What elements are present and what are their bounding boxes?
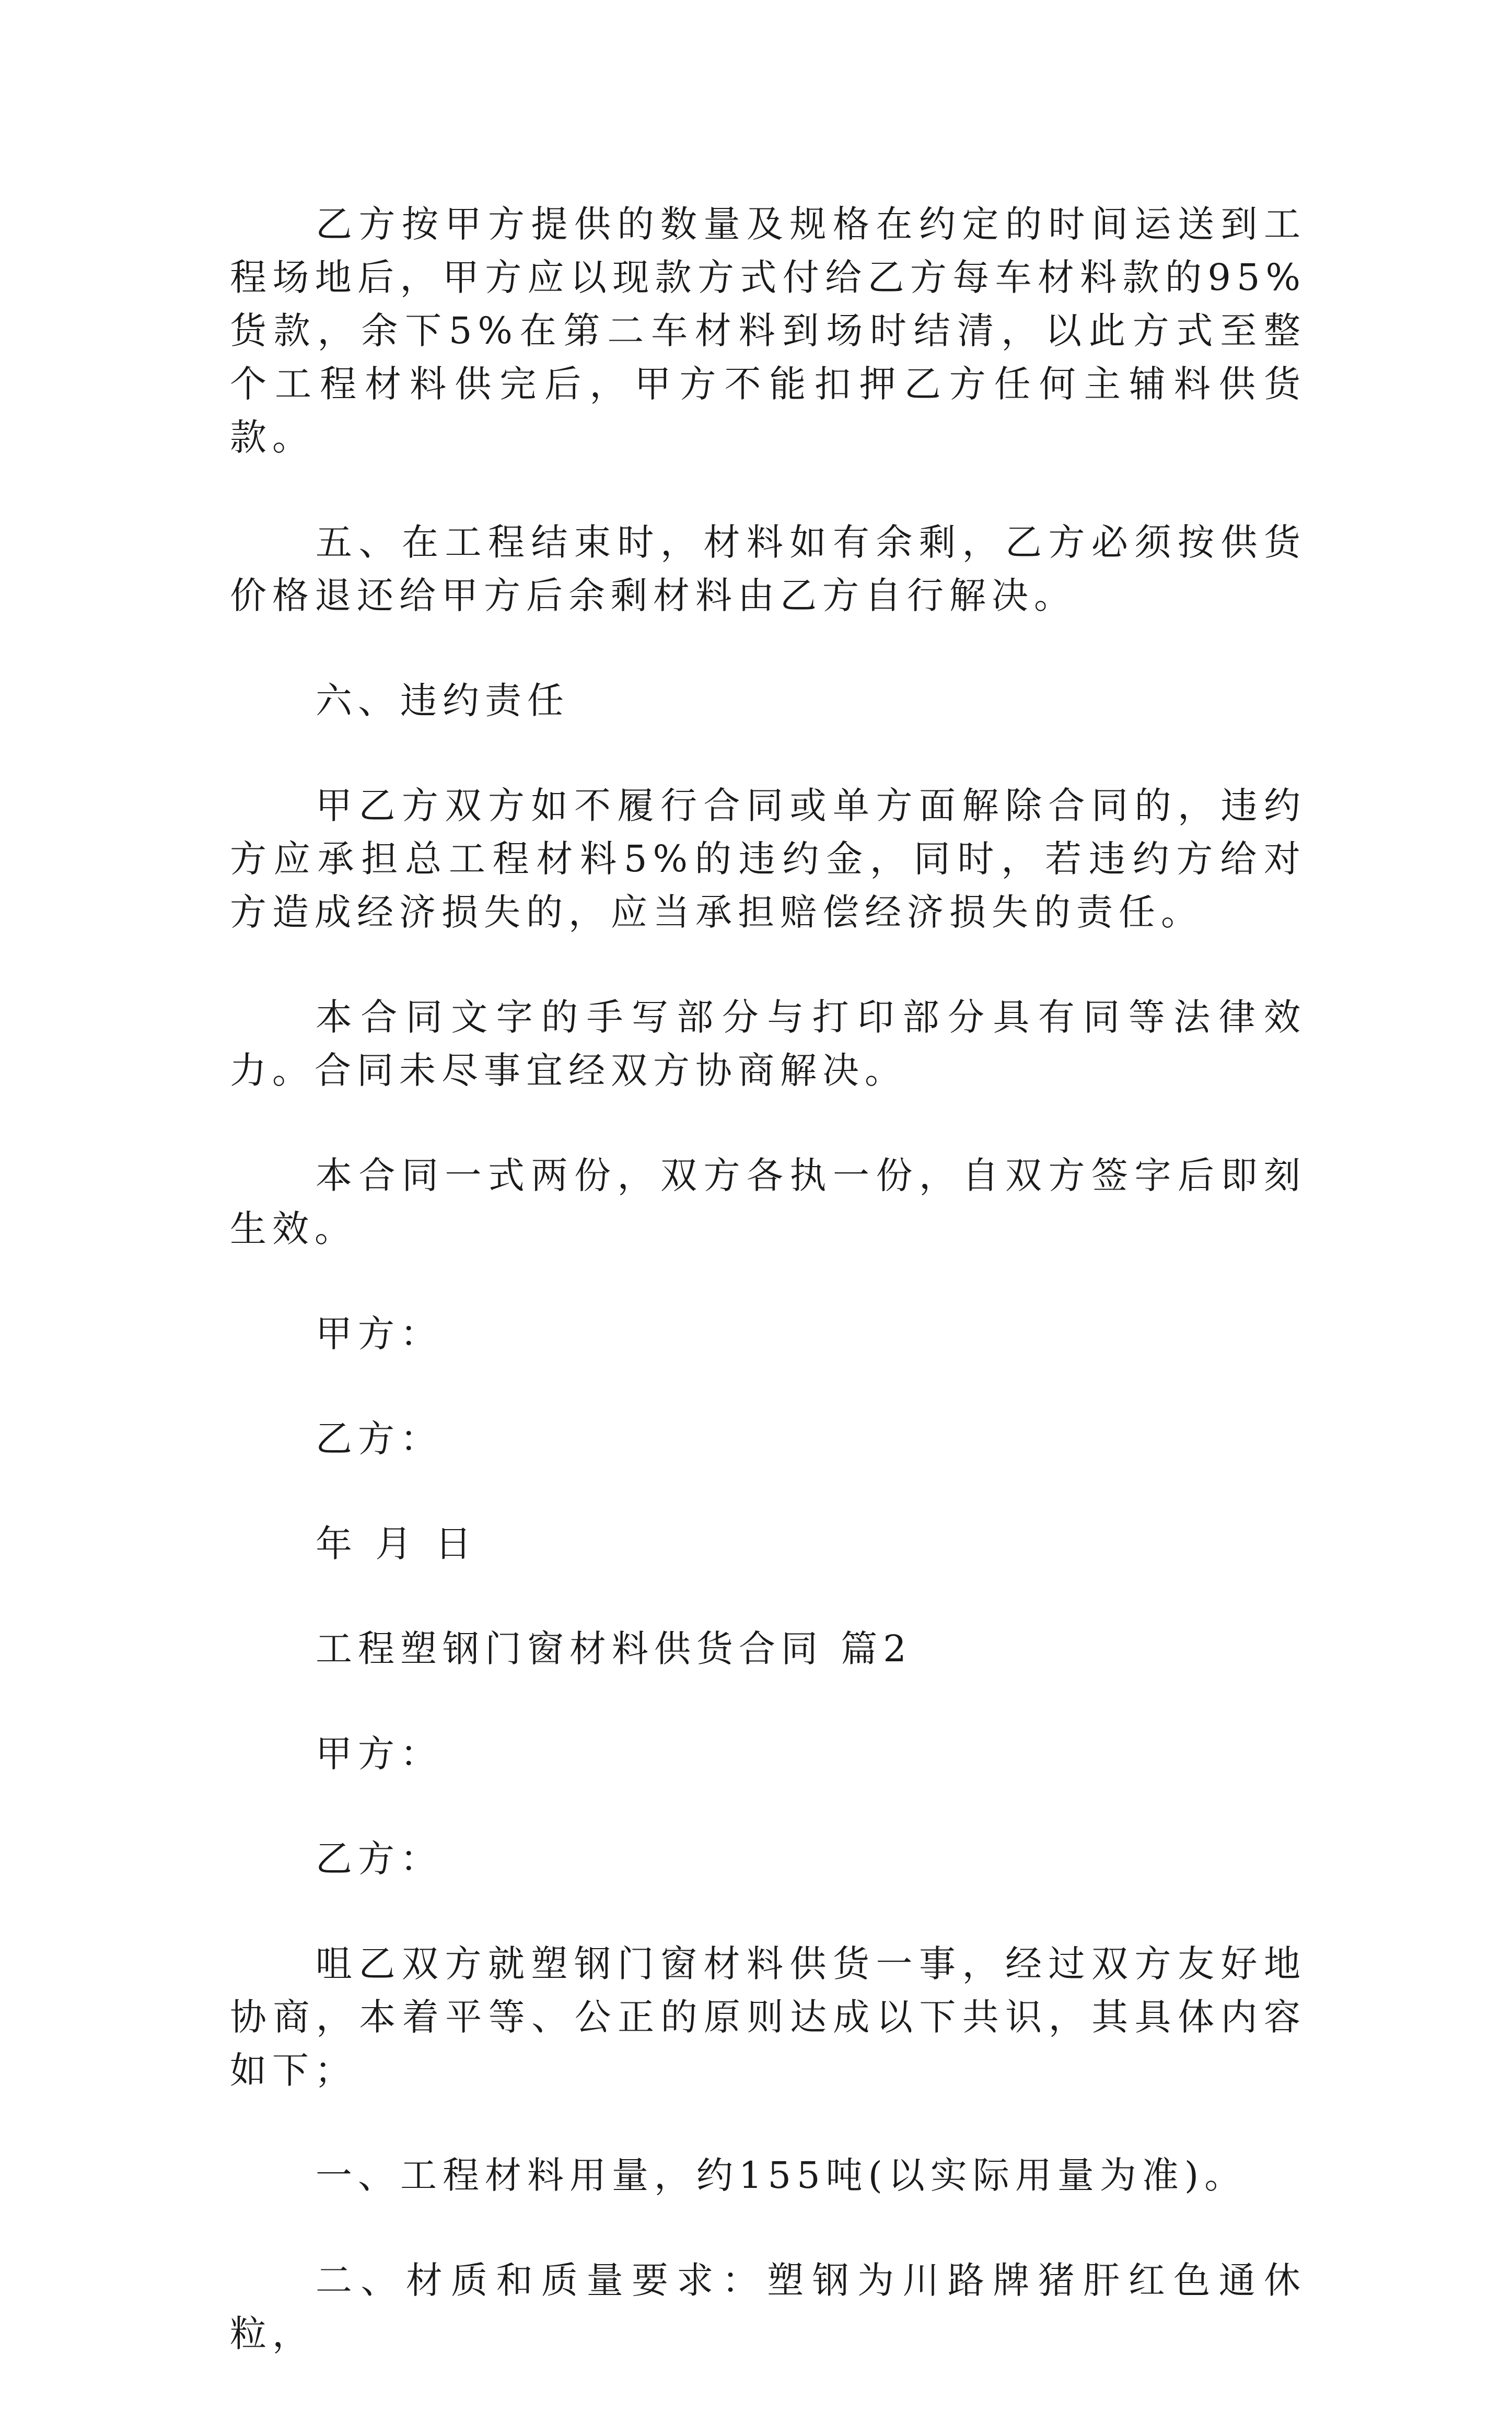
party-a-line: 甲方： <box>316 1732 443 1775</box>
copies-paragraph: 本合同一式两份，双方各执一份，自双方签字后即刻生效。 <box>230 1154 1306 1250</box>
contract-title: 工程塑钢门窗材料供货合同 篇2 <box>316 1627 912 1670</box>
party-b-signature-line: 乙方： <box>316 1417 443 1460</box>
legal-effect-paragraph: 本合同文字的手写部分与打印部分具有同等法律效力。合同未尽事宜经双方协商解决。 <box>230 996 1306 1092</box>
clause-two-paragraph: 二、材质和质量要求：塑钢为川路牌猪肝红色通休粒， <box>230 2259 1306 2355</box>
date-line: 年 月 日 <box>316 1522 478 1565</box>
clause-one-paragraph: 一、工程材料用量，约155吨(以实际用量为准)。 <box>316 2154 1247 2197</box>
party-a-signature-line: 甲方： <box>316 1312 443 1355</box>
breach-liability-paragraph: 甲乙方双方如不履行合同或单方面解除合同的，违约方应承担总工程材料5%的违约金，同时，若违约方给对方造成经济损失的，应当承担赔偿经济损失的责任。 <box>230 784 1306 934</box>
clause-six-heading: 六、违约责任 <box>316 679 569 722</box>
agreement-intro-paragraph: 咀乙双方就塑钢门窗材料供货一事，经过双方友好地协商，本着平等、公正的原则达成以下共识，其具体内容如下； <box>230 1942 1306 2092</box>
document-body <box>230 197 1306 2412</box>
payment-terms-paragraph: 乙方按甲方提供的数量及规格在约定的时间运送到工程场地后，甲方应以现款方式付给乙方每车材料款的95%货款，余下5%在第二车材料到场时结清，以此方式至整个工程材料供完后，甲方不能扣押乙方任何主辅料供货款。 <box>230 203 1306 459</box>
party-b-line: 乙方： <box>316 1837 443 1880</box>
clause-five-paragraph: 五、在工程结束时，材料如有余剩，乙方必须按供货价格退还给甲方后余剩材料由乙方自行解决。 <box>230 521 1306 617</box>
